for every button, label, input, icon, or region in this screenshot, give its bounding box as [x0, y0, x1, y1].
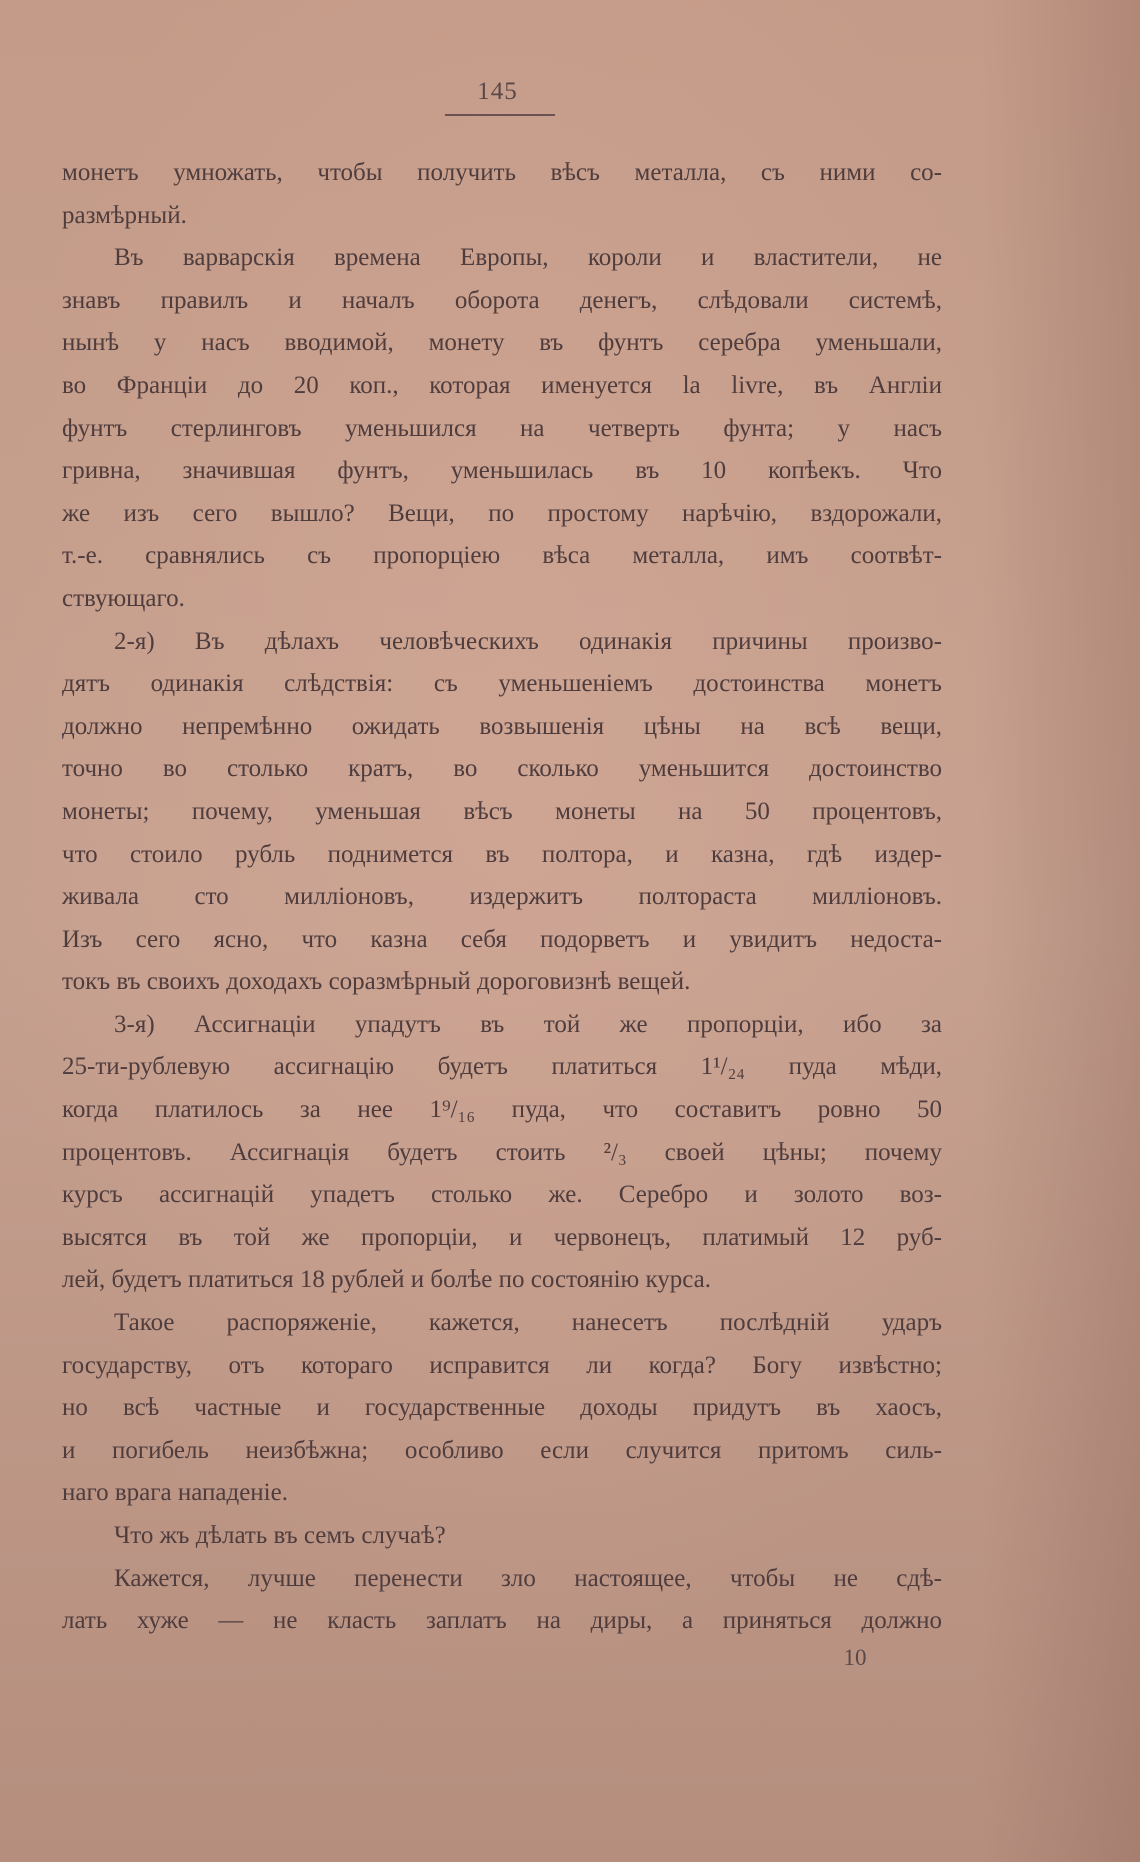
- text-line: Изъ сего ясно, что казна себя подорветъ и увидитъ недоста-: [62, 925, 942, 953]
- text-line: Такое распоряженіе, кажется, нанесетъ послѣдній ударъ: [114, 1309, 942, 1337]
- text-line: но всѣ частные и государственные доходы придутъ въ хаосъ,: [62, 1394, 942, 1422]
- text-line: наго врага нападеніе.: [62, 1479, 288, 1507]
- text-line: т.-е. сравнялись съ пропорціею вѣса металла, имъ соотвѣт-: [62, 542, 942, 570]
- text-line: точно во столько кратъ, во сколько уменьшится достоинство: [62, 755, 942, 783]
- text-line: должно непремѣнно ожидать возвышенія цѣны на всѣ вещи,: [62, 712, 942, 740]
- text-line: монетъ умножать, чтобы получить вѣсъ металла, съ ними со-: [62, 159, 942, 186]
- text-line: высятся въ той же пропорціи, и червонецъ, платимый 12 руб-: [62, 1223, 942, 1251]
- text-line: государству, отъ котораго исправится ли когда? Богу извѣстно;: [62, 1351, 942, 1379]
- text-line: курсъ ассигнацій упадетъ столько же. Серебро и золото воз-: [62, 1181, 942, 1209]
- text-line: 25-ти-рублевую ассигнацію будетъ платиться 1¹/₂₄ пуда мѣди,: [62, 1053, 942, 1081]
- text-line: размѣрный.: [62, 201, 187, 229]
- text-line: и погибель неизбѣжна; особливо если случится притомъ силь-: [62, 1436, 942, 1464]
- text-line: лать хуже — не класть заплатъ на диры, а приняться должно: [62, 1607, 942, 1635]
- text-line: когда платилось за нее 1⁹/₁₆ пуда, что составитъ ровно 50: [62, 1096, 942, 1124]
- text-line: фунтъ стерлинговъ уменьшился на четверть фунта; у насъ: [62, 414, 942, 442]
- text-line: ствующаго.: [62, 584, 185, 612]
- text-line: гривна, значившая фунтъ, уменьшилась въ 10 копѣекъ. Что: [62, 457, 942, 485]
- text-line: 3-я) Ассигнаціи упадутъ въ той же пропорціи, ибо за: [114, 1010, 942, 1038]
- text-line: знавъ правилъ и началъ оборота денегъ, слѣдовали системѣ,: [62, 286, 942, 314]
- text-line: лей, будетъ платиться 18 рублей и болѣе по состоянію курса.: [62, 1266, 711, 1294]
- text-line: же изъ сего вышло? Вещи, по простому нарѣчію, вздорожали,: [62, 499, 942, 527]
- text-line: живала сто милліоновъ, издержитъ полтораста милліоновъ.: [62, 883, 942, 911]
- page-shadow: [980, 0, 1140, 1862]
- text-line: нынѣ у насъ вводимой, монету въ фунтъ серебра уменьшали,: [62, 329, 942, 357]
- text-line: токъ въ своихъ доходахъ соразмѣрный дороговизнѣ вещей.: [62, 968, 691, 996]
- text-line: что стоило рубль поднимется въ полтора, и казна, гдѣ издер-: [62, 840, 942, 868]
- text-line: Что жъ дѣлать въ семъ случаѣ?: [114, 1522, 446, 1549]
- body-text: [62, 152, 942, 1643]
- page-number: 145: [477, 78, 518, 105]
- text-line: Кажется, лучше перенести зло настоящее, чтобы не сдѣ-: [114, 1564, 942, 1592]
- header-rule: [445, 114, 555, 116]
- signature-mark: 10: [843, 1645, 867, 1670]
- text-line: монеты; почему, уменьшая вѣсъ монеты на 50 процентовъ,: [62, 797, 942, 825]
- text-line: во Франціи до 20 коп., которая именуется la livre, въ Англіи: [62, 371, 942, 399]
- text-line: 2-я) Въ дѣлахъ человѣческихъ одинакія причины произво-: [114, 627, 942, 655]
- text-line: Въ варварскія времена Европы, короли и властители, не: [114, 244, 942, 272]
- text-line: дятъ одинакія слѣдствія: съ уменьшеніемъ достоинства монетъ: [62, 670, 942, 698]
- text-line: процентовъ. Ассигнація будетъ стоить ²/₃ своей цѣны; почему: [62, 1138, 942, 1166]
